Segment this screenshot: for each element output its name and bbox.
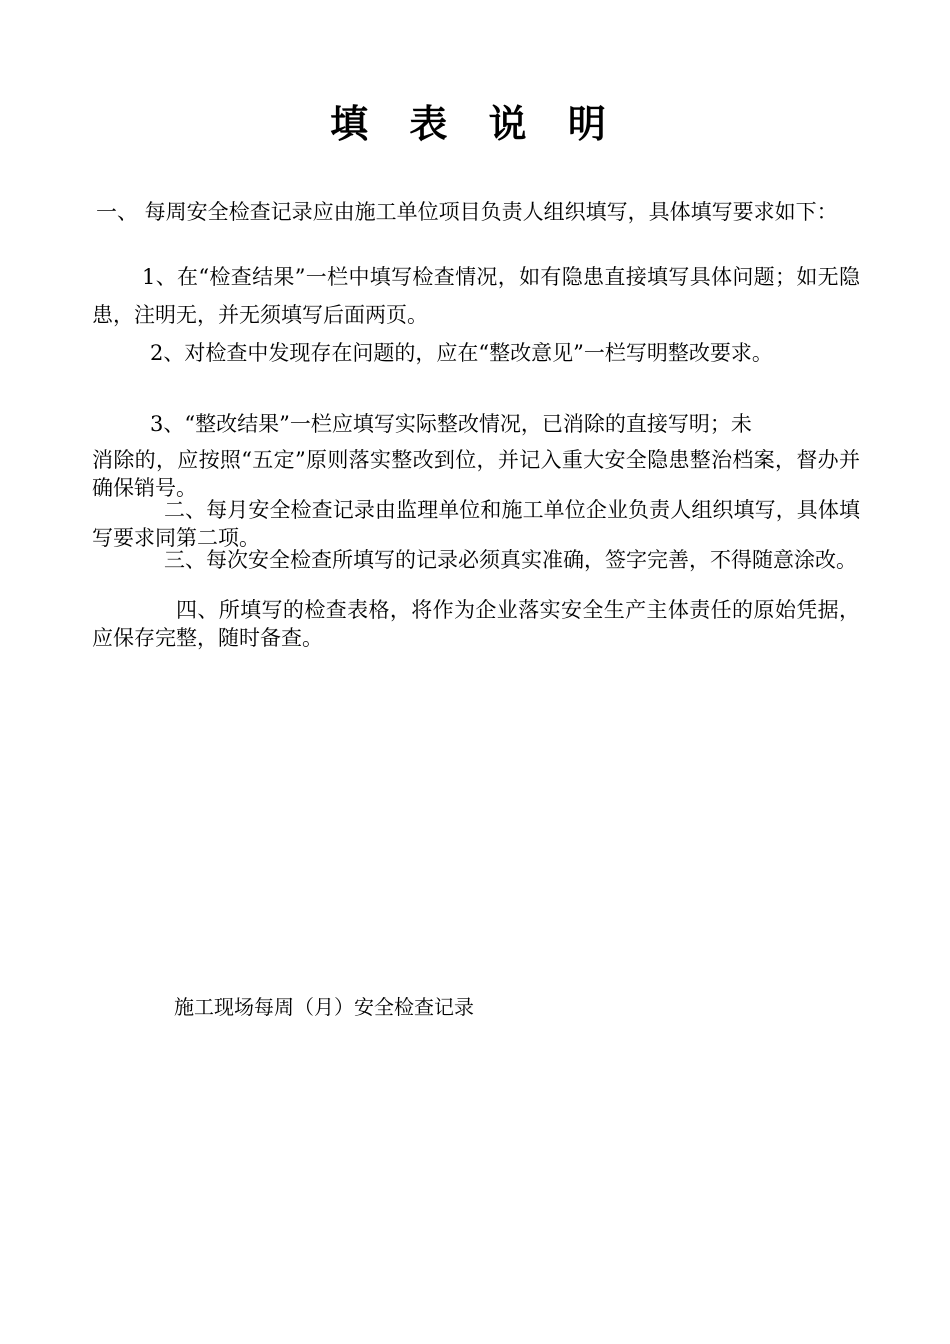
instruction-paragraph-3: 三、每次安全检查所填写的记录必须真实准确，签字完善，不得随意涂改。: [164, 548, 857, 572]
instruction-item-2: 2、对检查中发现存在问题的，应在“整改意见”一栏写明整改要求。: [150, 341, 773, 365]
instruction-paragraph-4: 四、所填写的检查表格，将作为企业落实安全生产主体责任的原始凭据，应保存完整，随时备查。: [92, 598, 860, 650]
instruction-item-3-continued: 消除的，应按照“五定”原则落实整改到位，并记入重大安全隐患整治档案，督办并确保销号。: [92, 448, 860, 500]
record-form-title: 施工现场每周（月）安全检查记录: [174, 995, 474, 1019]
instruction-paragraph-1: 一、 每周安全检查记录应由施工单位项目负责人组织填写，具体填写要求如下：: [96, 200, 838, 224]
page-title: 填 表 说 明: [330, 101, 620, 146]
instruction-paragraph-2: 二、每月安全检查记录由监理单位和施工单位企业负责人组织填写，具体填写要求同第二项。: [92, 498, 860, 550]
instruction-item-3: 3、“整改结果”一栏应填写实际整改情况，已消除的直接写明；未: [150, 412, 752, 436]
instruction-item-1: 1、在“检查结果”一栏中填写检查情况，如有隐患直接填写具体问题；如无隐患，注明无，并无须填写后面两页。: [92, 265, 860, 327]
